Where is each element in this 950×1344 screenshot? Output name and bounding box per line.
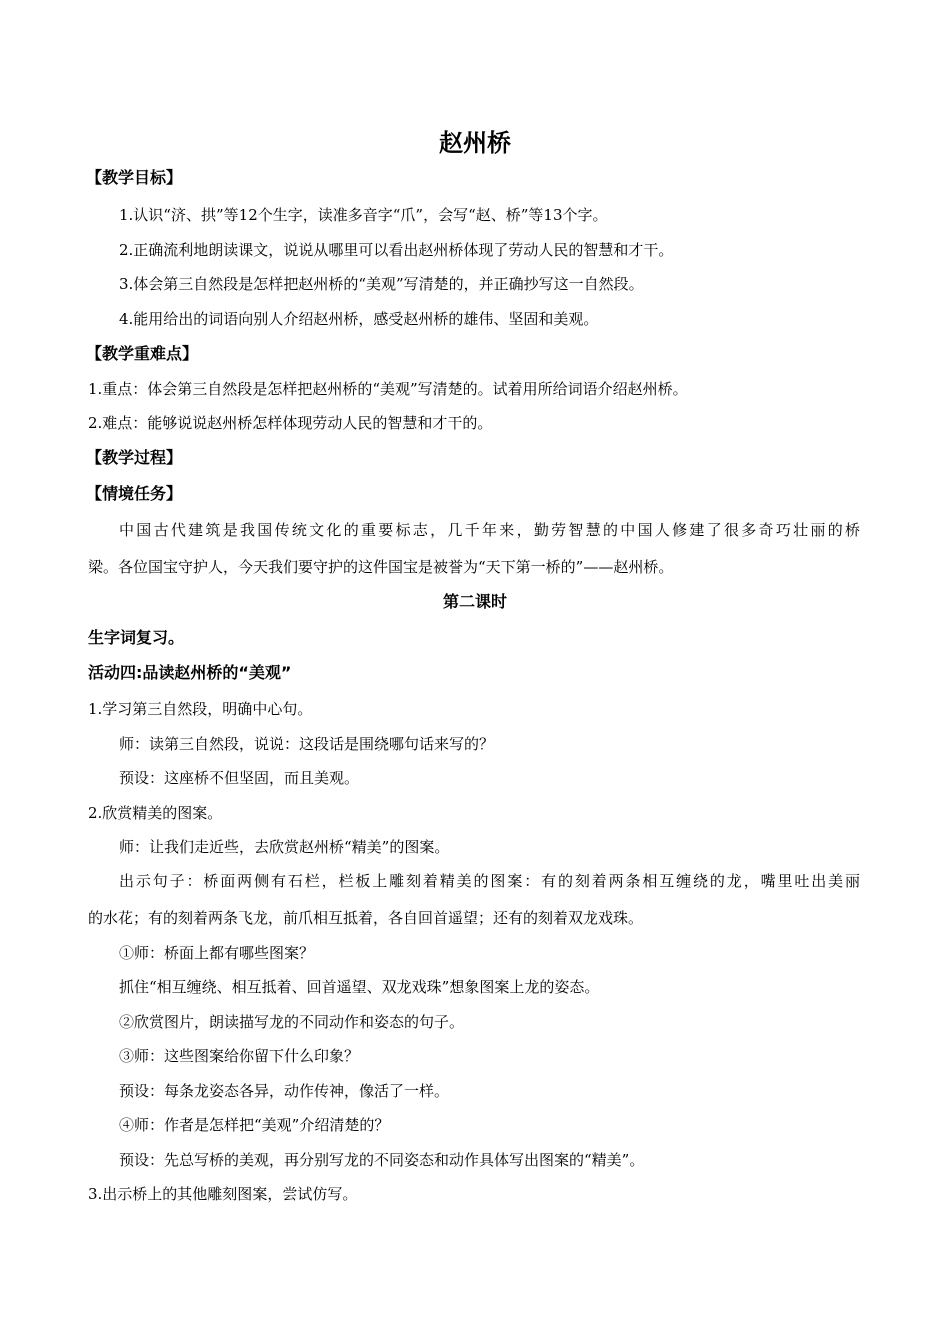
activity-step: 3.出示桥上的其他雕刻图案，尝试仿写。 bbox=[88, 1185, 358, 1203]
scenario-heading: 【情境任务】 bbox=[86, 484, 183, 503]
review-heading: 生字词复习。 bbox=[88, 628, 185, 647]
activity-line: 预设：先总写桥的美观，再分别写龙的不同姿态和动作具体写出图案的“精美”。 bbox=[119, 1151, 645, 1169]
scenario-paragraph-line: 中国古代建筑是我国传统文化的重要标志，几千年来，勤劳智慧的中国人修建了很多奇巧壮丽的桥 bbox=[119, 521, 860, 539]
activity-line: ①师：桥面上都有哪些图案？ bbox=[119, 944, 315, 962]
page-title: 赵州桥 bbox=[439, 129, 511, 157]
objective-item: 1.认识“济、拱”等12个生字，读准多音字“爪”，会写“赵、桥”等13个字。 bbox=[119, 206, 608, 224]
activity-line: ③师：这些图案给你留下什么印象？ bbox=[119, 1047, 360, 1065]
objectives-heading: 【教学目标】 bbox=[86, 168, 183, 187]
activity-line: ④师：作者是怎样把“美观”介绍清楚的？ bbox=[119, 1116, 390, 1134]
activity-step: 2.欣赏精美的图案。 bbox=[88, 804, 223, 822]
activity-line: 出示句子：桥面两侧有石栏，栏板上雕刻着精美的图案：有的刻着两条相互缠绕的龙，嘴里吐出美丽 bbox=[119, 872, 860, 890]
key-points-heading: 【教学重难点】 bbox=[86, 344, 199, 363]
key-point-item: 1.重点：体会第三自然段是怎样把赵州桥的“美观”写清楚的。试着用所给词语介绍赵州桥。 bbox=[88, 380, 688, 398]
objective-item: 3.体会第三自然段是怎样把赵州桥的“美观”写清楚的，并正确抄写这一自然段。 bbox=[119, 275, 644, 293]
activity-step: 1.学习第三自然段，明确中心句。 bbox=[88, 700, 313, 718]
key-point-item: 2.难点：能够说说赵州桥怎样体现劳动人民的智慧和才干的。 bbox=[88, 414, 493, 432]
process-heading: 【教学过程】 bbox=[86, 448, 183, 467]
activity-line: 抓住“相互缠绕、相互抵着、回首遥望、双龙戏珠”想象图案上龙的姿态。 bbox=[119, 978, 600, 996]
objective-item: 2.正确流利地朗读课文，说说从哪里可以看出赵州桥体现了劳动人民的智慧和才干。 bbox=[119, 241, 674, 259]
activity-line: 预设：每条龙姿态各异，动作传神，像活了一样。 bbox=[119, 1082, 450, 1100]
lesson-title: 第二课时 bbox=[442, 592, 507, 611]
objective-item: 4.能用给出的词语向别人介绍赵州桥，感受赵州桥的雄伟、坚固和美观。 bbox=[119, 310, 599, 328]
activity-line: 的水花；有的刻着两条飞龙，前爪相互抵着，各自回首遥望；还有的刻着双龙戏珠。 bbox=[88, 909, 644, 927]
activity-line: ②欣赏图片，朗读描写龙的不同动作和姿态的句子。 bbox=[119, 1013, 465, 1031]
scenario-paragraph-line: 梁。各位国宝守护人，今天我们要守护的这件国宝是被誉为“天下第一桥的”——赵州桥。 bbox=[88, 558, 674, 576]
activity-line: 师：让我们走近些，去欣赏赵州桥“精美”的图案。 bbox=[119, 838, 450, 856]
activity-line: 师：读第三自然段，说说：这段话是围绕哪句话来写的？ bbox=[119, 735, 495, 753]
activity-heading: 活动四:品读赵州桥的“美观” bbox=[88, 663, 292, 682]
activity-line: 预设：这座桥不但坚固，而且美观。 bbox=[119, 769, 360, 787]
